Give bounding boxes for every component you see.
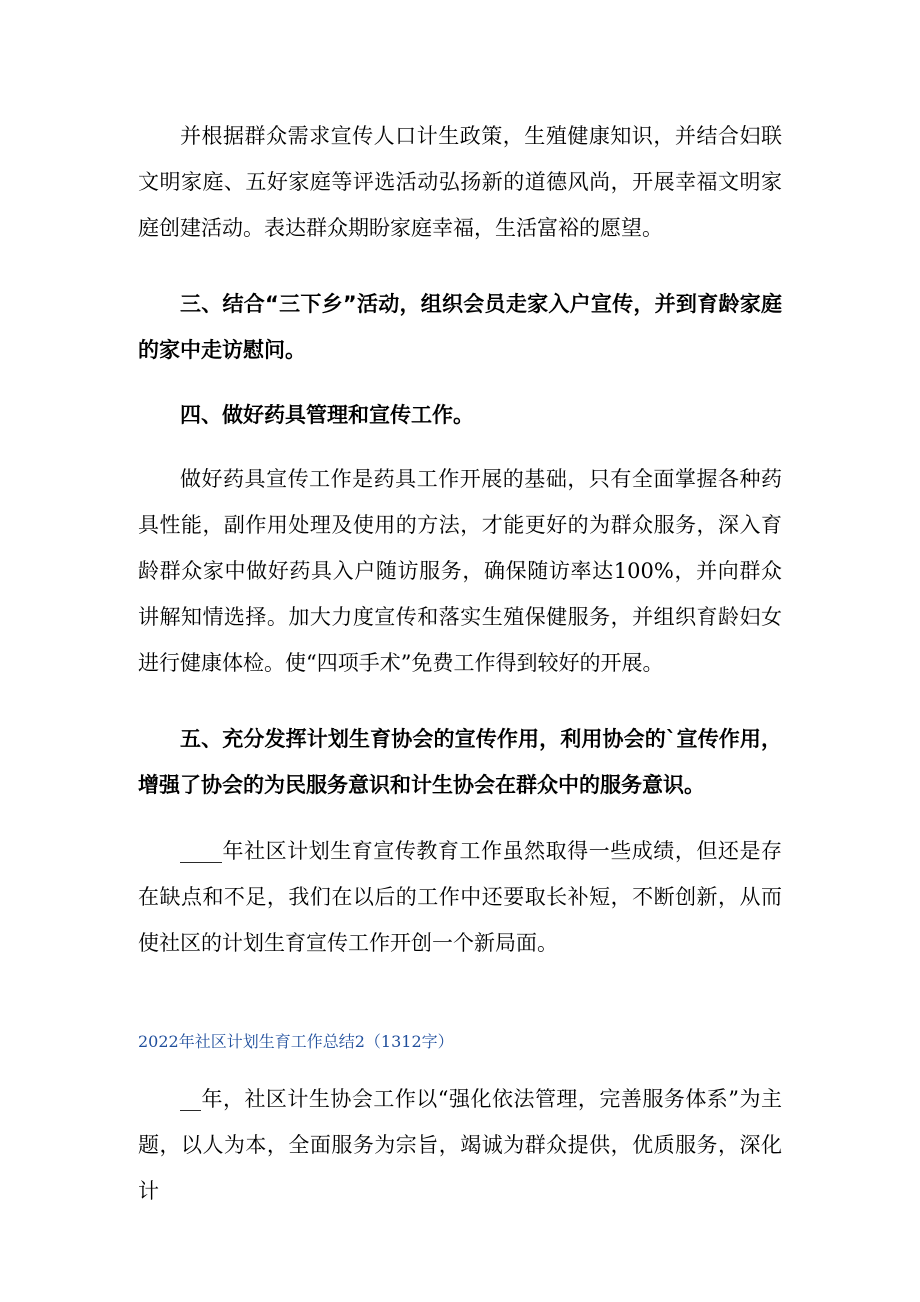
paragraph-association-work: __年，社区计生协会工作以“强化依法管理，完善服务体系”为主题，以人为本，全面服务为宗旨，竭诚为群众提供，优质服务，深化计	[138, 1087, 782, 1203]
paragraph-policy-promotion: 并根据群众需求宣传人口计生政策，生殖健康知识，并结合妇联文明家庭、五好家庭等评选活动弘扬新的道德风尚，开展幸福文明家庭创建活动。表达群众期盼家庭幸福，生活富裕的愿望。	[138, 124, 782, 240]
heading-contraceptive-management: 四、做好药具管理和宣传工作。	[180, 403, 474, 427]
section-heading-link[interactable]: 2022年社区计划生育工作总结2（1312字）	[138, 1032, 454, 1051]
paragraph-summary-shortcomings: ____年社区计划生育宣传教育工作虽然取得一些成绩，但还是存在缺点和不足，我们在以后的工作中还要取长补短，不断创新，从而使社区的计划生育宣传工作开创一个新局面。	[138, 839, 782, 955]
heading-three-countryside: 三、结合“三下乡”活动，组织会员走家入户宣传，并到育龄家庭的家中走访慰问。	[138, 292, 782, 362]
heading-association-role: 五、充分发挥计划生育协会的宣传作用，利用协会的`宣传作用，增强了协会的为民服务意识和计生协会在群众中的服务意识。	[138, 727, 782, 797]
paragraph-contraceptive-work: 做好药具宣传工作是药具工作开展的基础，只有全面掌握各种药具性能，副作用处理及使用的方法，才能更好的为群众服务，深入育龄群众家中做好药具入户随访服务，确保随访率达100%，并向群众讲解知情选择。加大力度宣传和落实生殖保健服务，并组织育龄妇女进行健康体检。使“四项手术”免费工作得到较好的开展。	[138, 467, 782, 675]
